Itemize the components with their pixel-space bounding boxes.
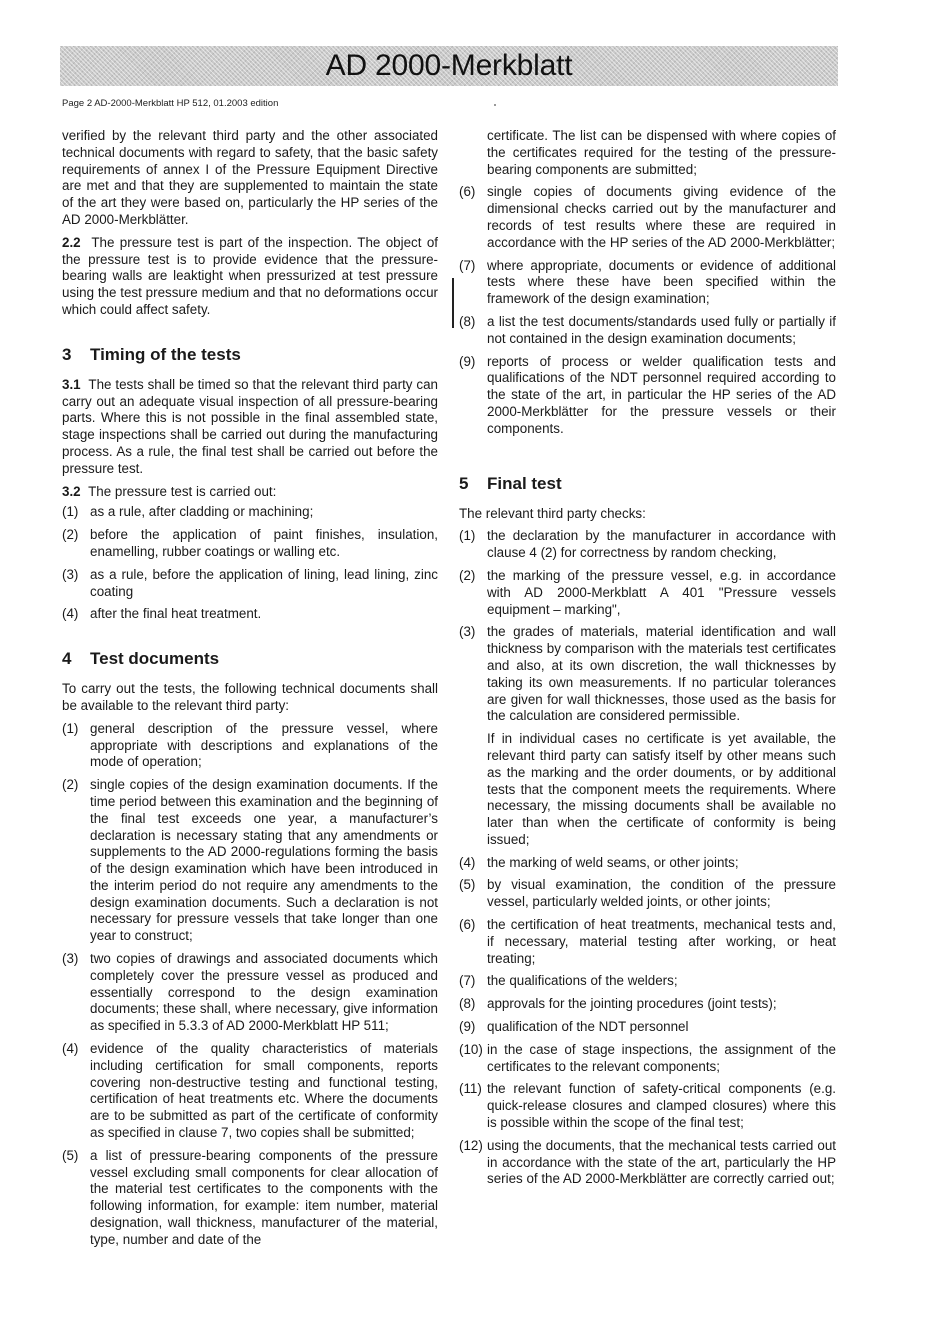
list-item: (10) in the case of stage inspections, the assignment of the certificates to the relevant components; — [459, 1041, 836, 1074]
section-4-list-continued — [459, 184, 836, 437]
list-item: (1) as a rule, after cladding or machining; — [62, 504, 314, 520]
right-column — [459, 128, 836, 1194]
item-5-continuation: certificate. The list can be dispensed with where copies of the certificates required for the testing of the pressure-bearing components are submitted; — [487, 128, 836, 177]
list-item: (4) after the final heat treatment. — [62, 606, 262, 622]
left-column — [62, 128, 438, 1255]
list-item: (5) a list of pressure-bearing components of the pressure vessel excluding small components for clear allocation of the material test certificates to the components with the following information, for example: item number, material designation, wall thickness, manufacturer of the material, type, number and date of the — [62, 1147, 438, 1247]
list-item: (8) a list the test documents/standards used fully or partially if not contained in the design examination documents; — [459, 313, 836, 346]
list-item: (11) the relevant function of safety-critical components (e.g. quick-release closures and clamped closures) where this is possible within the scope of the final test; — [459, 1081, 836, 1131]
list-item: (12) using the documents, that the mechanical tests carried out in accordance with the state of the art, particularly the HP series of the AD 2000-Merkblätter are correctly carried out; — [459, 1137, 836, 1187]
list-item: (9) qualification of the NDT personnel — [459, 1019, 689, 1035]
section-4-intro: To carry out the tests, the following technical documents shall be available to the relevant third party: — [62, 681, 438, 713]
page-info: Page 2 AD-2000-Merkblatt HP 512, 01.2003 edition — [62, 98, 279, 109]
list-item: (9) reports of process or welder qualification tests and qualifications of the NDT personnel required according to the state of the art, in particular the HP series of the AD 2000-Merkblätter for the pressure vessels or their components. — [459, 353, 836, 436]
item-3-subparagraph: If in individual cases no certificate is yet available, the relevant third party can satisfy itself by other means such as the marking and the order douments, or by additional tests that the component meets the requirements. Where necessary, the missing documents shall be available no later than when the certificate of conformity is being issued; — [487, 731, 836, 847]
section-number: 3 — [62, 344, 72, 364]
list-item: (2) the marking of the pressure vessel, e.g. in accordance with AD 2000-Merkblatt A 401 "Pressure vessels equipment – marking", — [459, 567, 836, 617]
list-item: (4) evidence of the quality characteristics of materials including certification for small components, reports covering non-destructive testing and functional testing, certification of heat treatments etc. Where the documents are to be submitted as part of the certificate of conformity as specified in clause 7, two copies shall be submitted; — [62, 1041, 438, 1141]
revision-bar — [452, 278, 454, 328]
paragraph-3-1 — [62, 377, 438, 478]
list-item: (6) the certification of heat treatments, mechanical tests and, if necessary, material testing after working, or heat treating; — [459, 917, 836, 966]
section-number: 4 — [62, 649, 72, 669]
list-item: (2) before the application of paint finishes, insulation, enamelling, rubber coatings or walling etc. — [62, 527, 438, 559]
list-item: (1) the declaration by the manufacturer in accordance with clause 4 (2) for correctness by random checking, — [459, 528, 836, 561]
section-3-heading — [62, 345, 438, 365]
section-5-heading — [459, 474, 836, 494]
section-4-heading — [62, 649, 438, 669]
header-banner — [60, 46, 838, 86]
clause-text: The tests shall be timed so that the relevant third party can carry out an adequate visual inspection of all pressure-bearing parts. Where this is not possible in the final assembled state, stage inspections shall be carried out during the manufacturing process. As a rule, the final test shall be carried out before the pressure test. — [62, 376, 438, 476]
list-item: (2) single copies of the design examination documents. If the time period between this examination and the beginning of the final test exceeds one year, a manufacturer’s declaration is necessary stating that any amendments or supplements to the AD 2000-regulations forming the basis of the design examination which have been introduced in the interim period do not require any amendments to the design examination documents. Such a declaration is not necessary for pressure vessels that take longer than one year to construct; — [62, 777, 438, 944]
clause-number: 2.2 — [62, 234, 81, 250]
clause-number: 3.1 — [62, 376, 81, 392]
section-4-list — [62, 721, 438, 1249]
list-item: (1) general description of the pressure vessel, where appropriate with descriptions and explanations of the mode of operation; — [62, 720, 438, 770]
intro-paragraph: verified by the relevant third party and the other associated technical documents with regard to safety, that the basic safety requirements of annex I of the Pressure Equipment Directive are met and that they are supplemented to maintain the state of the art they were based on, particularly the HP series of the AD 2000-Merkblätter. — [62, 128, 438, 227]
banner-title: AD 2000-Merkblatt — [325, 49, 573, 82]
section-title: Test documents — [90, 649, 220, 669]
section-number: 5 — [459, 473, 469, 493]
clause-number: 3.2 — [62, 483, 81, 499]
paragraph-3-2 — [62, 484, 438, 501]
list-item: (3) two copies of drawings and associated documents which completely cover the pressure vessel as produced and essentially correspond to the design examination documents; these shall, where necessary, give information as specified in 5.3.3 of AD 2000-Merkblatt HP 511; — [62, 951, 438, 1034]
list-item: (3) the grades of materials, material identification and wall thickness by comparison with the materials test certificates and also, at its own discretion, the wall thicknesses by taking its own measurements. If no particular tolerances are given for wall thicknesses, those used as the basis for the calculation are considered permissible. If in individual cases no certificate is yet available, the relevant third party can satisfy itself by other means such as the marking and the order douments, or by additional tests that the component meets the requirements. Where necessary, the missing documents shall be available no later than when the certificate of conformity is being issued; — [459, 624, 836, 847]
scan-speck — [494, 104, 496, 106]
list-item: (6) single copies of documents giving evidence of the dimensional checks carried out by the manufacturer and records of test results where these are required in accordance with the HP series of the AD 2000-Merkblätter; — [459, 184, 836, 250]
clause-text: The pressure test is part of the inspection. The object of the pressure test is to provide evidence that the pressure-bearing walls are leaktight when pressurized at test pressure using the test pressure medium and that no deformations occur which could affect safety. — [62, 234, 438, 317]
list-item: (4) the marking of weld seams, or other joints; — [459, 854, 739, 870]
section-5-intro: The relevant third party checks: — [459, 505, 646, 521]
list-item: (7) where appropriate, documents or evidence of additional tests where these have been specified within the framework of the design examination; — [459, 257, 836, 307]
section-title: Final test — [487, 473, 562, 493]
clause-text: The pressure test is carried out: — [88, 483, 277, 499]
paragraph-2-2 — [62, 235, 438, 319]
list-item: (5) by visual examination, the condition of the pressure vessel, particularly welded joints, or other joints; — [459, 877, 836, 910]
list-item: (8) approvals for the jointing procedures (joint tests); — [459, 996, 777, 1012]
section-5-list — [459, 528, 836, 1188]
list-item: (7) the qualifications of the welders; — [459, 973, 678, 989]
section-title: Timing of the tests — [90, 344, 241, 364]
section-3-list — [62, 504, 438, 623]
list-item: (3) as a rule, before the application of lining, lead lining, zinc coating — [62, 566, 438, 599]
